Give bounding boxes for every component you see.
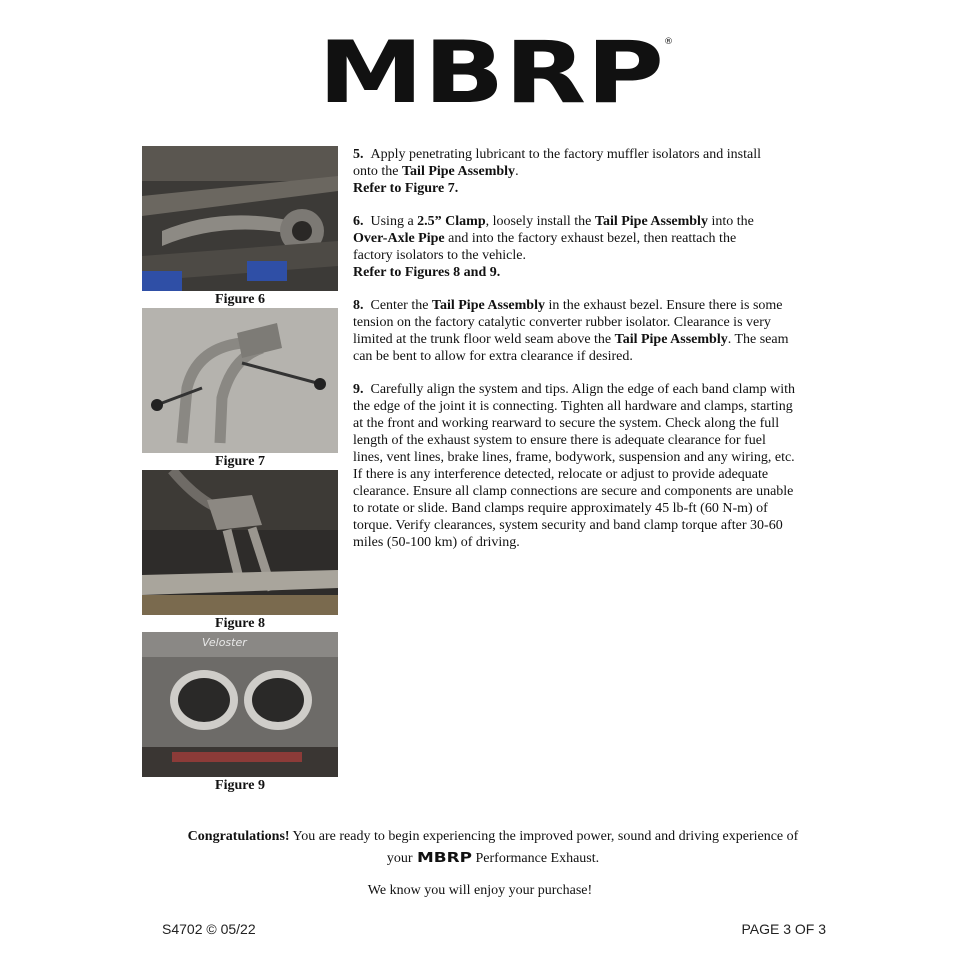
step-number: 6. (353, 214, 364, 229)
step-line (353, 180, 833, 197)
instruction-steps (353, 146, 833, 567)
figure-9-photo (142, 632, 338, 777)
figure-7-caption: Figure 7 (215, 454, 265, 469)
step-line (353, 483, 833, 500)
step-text: , loosely install the (485, 214, 595, 229)
step-line (353, 230, 833, 247)
step-bold-text: Over-Axle Pipe (353, 231, 445, 246)
step-line (353, 500, 833, 517)
step-number: 8. (353, 298, 364, 313)
step-text: and into the factory exhaust bezel, then reattach the (444, 231, 737, 246)
step-text: If there is any interference detected, relocate or adjust to provide adequate (353, 467, 769, 482)
step-line (353, 534, 833, 551)
step-line (353, 163, 833, 180)
step-text: Center the (370, 298, 432, 313)
congratulations-block (140, 826, 846, 870)
step-line (353, 264, 833, 281)
step-1 (353, 213, 833, 281)
step-3 (353, 381, 833, 551)
page-number: PAGE 3 OF 3 (741, 921, 826, 937)
step-line (353, 517, 833, 534)
svg-text:®: ® (664, 37, 673, 47)
step-line (353, 247, 833, 264)
performance-line (140, 848, 846, 870)
svg-text:Veloster: Veloster (202, 636, 247, 649)
step-text: to rotate or slide. Band clamps require approximately 45 lb-ft (60 N-m) of (353, 501, 768, 516)
enjoy-line: We know you will enjoy your purchase! (367, 883, 593, 898)
your-text: your (386, 851, 413, 866)
step-text: Apply penetrating lubricant to the factory muffler isolators and install (370, 147, 761, 162)
figure-8-caption: Figure 8 (215, 616, 265, 631)
svg-text:MBRP: MBRP (416, 851, 472, 863)
step-bold-text: Tail Pipe Assembly (431, 298, 545, 313)
step-bold-text: 2.5” Clamp (417, 214, 486, 229)
figure-8-photo (142, 470, 338, 615)
step-line (353, 348, 833, 365)
figure-7-photo (142, 308, 338, 453)
step-text: factory isolators to the vehicle. (353, 248, 526, 263)
step-text: clearance. Ensure all clamp connections are secure and components are unable (353, 484, 794, 499)
document-id: S4702 © 05/22 (162, 921, 256, 937)
step-number: 5. (353, 147, 364, 162)
congratulations-line (140, 826, 846, 848)
step-2 (353, 297, 833, 365)
step-text: onto the (353, 164, 402, 179)
step-text: at the front and working rearward to secure the system. Check along the full (353, 416, 780, 431)
step-text: can be bent to allow for extra clearance if desired. (353, 349, 633, 364)
congratulations-bold: Congratulations! (187, 829, 290, 844)
step-line (353, 297, 833, 314)
congratulations-text: You are ready to begin experiencing the improved power, sound and driving experience of (289, 829, 799, 844)
step-text: torque. Verify clearances, system security and band clamp torque after 30-60 (353, 518, 783, 533)
step-bold-text: Tail Pipe Assembly (402, 164, 516, 179)
step-bold-text: Refer to Figure 7. (353, 181, 459, 196)
step-line (353, 449, 833, 466)
step-bold-text: Tail Pipe Assembly (594, 214, 708, 229)
step-line (353, 331, 833, 348)
step-line (353, 213, 833, 230)
step-text: lines, vent lines, brake lines, frame, bodywork, suspension and any wiring, etc. (353, 450, 795, 465)
figure-6-caption: Figure 6 (215, 292, 265, 307)
step-number: 9. (353, 382, 364, 397)
step-text: in the exhaust bezel. Ensure there is some (544, 298, 783, 313)
step-text: tension on the factory catalytic converter rubber isolator. Clearance is very (353, 315, 771, 330)
step-bold-text: Refer to Figures 8 and 9. (353, 265, 501, 280)
step-0 (353, 146, 833, 197)
step-text: Using a (370, 214, 418, 229)
step-text: the edge of the joint it is connecting. Tighten all hardware and clamps, starting (353, 399, 793, 414)
step-text: miles (50-100 km) of driving. (353, 535, 520, 550)
step-line (353, 398, 833, 415)
step-line (353, 381, 833, 398)
step-bold-text: Tail Pipe Assembly (614, 332, 728, 347)
step-text: limited at the trunk floor weld seam above the (353, 332, 615, 347)
step-line (353, 146, 833, 163)
figure-6-photo (142, 146, 338, 291)
step-text: Carefully align the system and tips. Align the edge of each band clamp with (370, 382, 796, 397)
step-line (353, 314, 833, 331)
step-text: length of the exhaust system to ensure there is adequate clearance for fuel (353, 433, 766, 448)
step-text: into the (707, 214, 754, 229)
step-text: . (515, 164, 519, 179)
mbrp-logo (318, 34, 674, 106)
mbrp-mini-logo (417, 851, 472, 863)
step-line (353, 432, 833, 449)
svg-text:MBRP: MBRP (318, 34, 664, 106)
step-text: . The seam (727, 332, 789, 347)
step-line (353, 415, 833, 432)
performance-text: Performance Exhaust. (475, 851, 600, 866)
figure-9-caption: Figure 9 (215, 778, 265, 793)
step-line (353, 466, 833, 483)
